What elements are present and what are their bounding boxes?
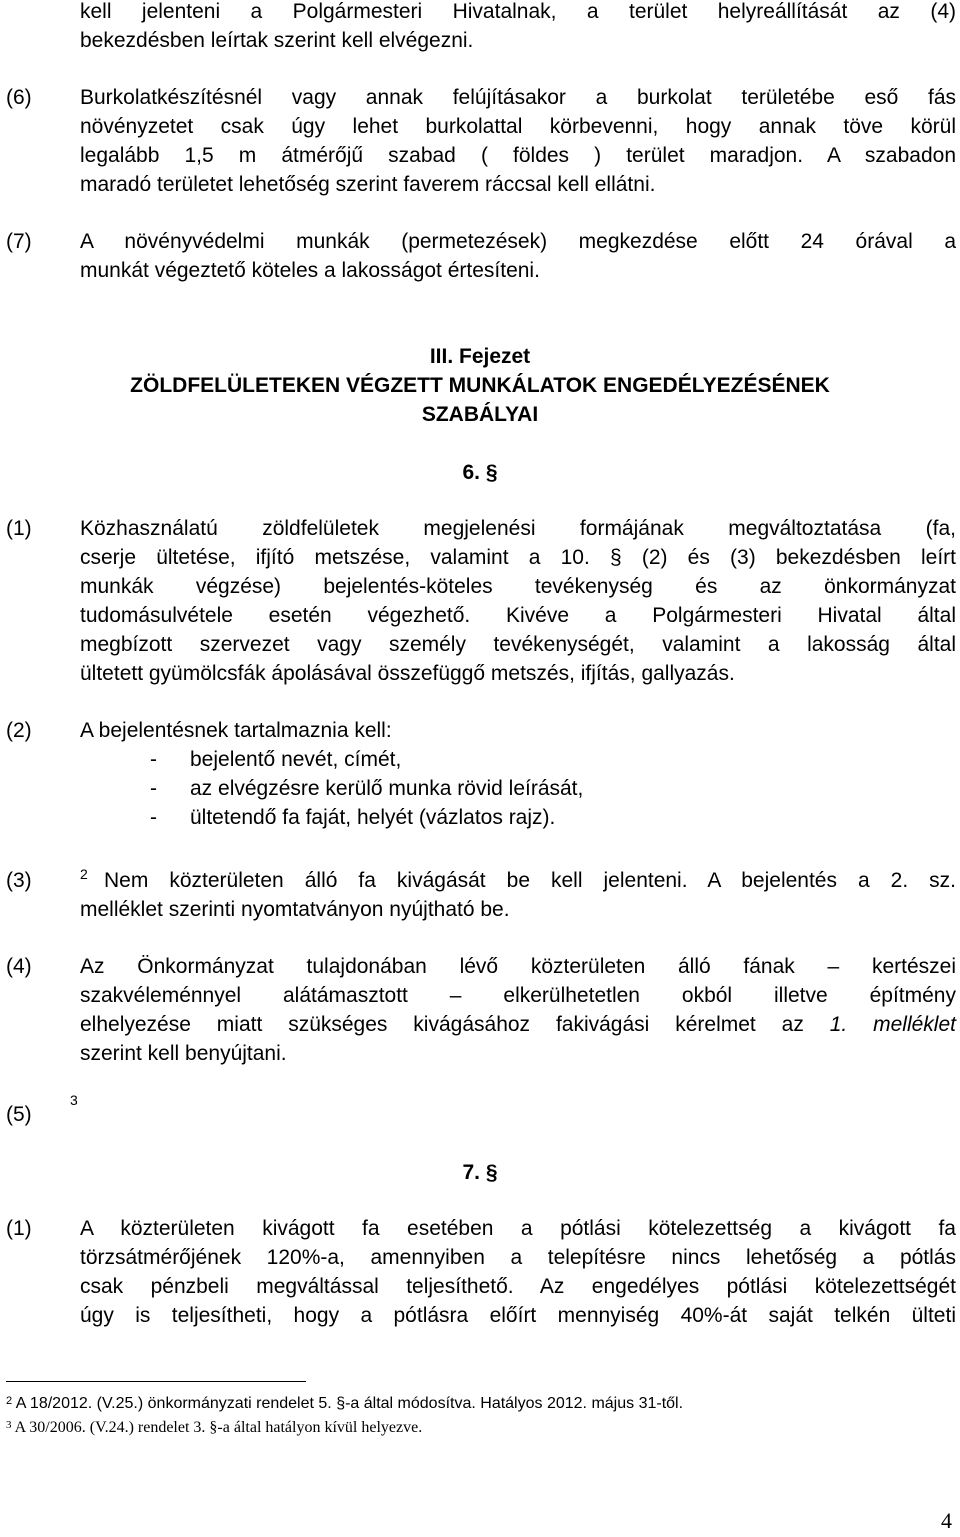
- paragraph-number: (1): [6, 1217, 32, 1240]
- p7-line-2: munkát végeztető köteles a lakosságot értesíteni.: [80, 259, 540, 282]
- paragraph-number: (3): [6, 869, 32, 892]
- annex-reference: 1. melléklet: [829, 1013, 956, 1036]
- section-6-heading: 6. §: [462, 461, 498, 484]
- s6p4-line-3-text: elhelyezése miatt szükséges kivágásához fakivágási kérelmet az: [80, 1013, 830, 1036]
- paragraph-number: (5): [6, 1103, 32, 1126]
- list-dash: -: [150, 806, 157, 829]
- s6p4-line-1: Az Önkormányzat tulajdonában lévő közterületen álló fának – kertészei: [80, 955, 956, 978]
- s6p1-line-2: cserje ültetése, ifjító metszése, valamint a 10. § (2) és (3) bekezdésben leírt: [80, 546, 956, 569]
- section-7-heading: 7. §: [462, 1161, 498, 1184]
- footnote-mark: 2: [6, 1395, 13, 1407]
- footnote-ref: 3: [70, 1092, 78, 1108]
- continuation-line-2: bekezdésben leírtak szerint kell elvégezni.: [80, 29, 474, 52]
- chapter-subtitle-line-2: SZABÁLYAI: [421, 403, 539, 426]
- footnote-text: A 30/2006. (V.24.) rendelet 3. §-a által hatályon kívül helyezve.: [14, 1419, 423, 1436]
- p6-line-2: növényzetet csak úgy lehet burkolattal körbevenni, hogy annak töve körül: [80, 115, 956, 138]
- footnote-3: [6, 1418, 422, 1438]
- s6p4-line-4: szerint kell benyújtani.: [80, 1042, 287, 1065]
- s6p1-line-1: Közhasználatú zöldfelületek megjelenési formájának megváltoztatása (fa,: [80, 517, 956, 540]
- s6p4-line-2: szakvéleménnyel alátámasztott – elkerülhetetlen okból illetve építmény: [80, 984, 956, 1007]
- chapter-subtitle-line-1: ZÖLDFELÜLETEKEN VÉGZETT MUNKÁLATOK ENGEDÉLYEZÉSÉNEK: [130, 374, 830, 397]
- s6p1-line-3: munkák végzése) bejelentés-köteles tevékenység és az önkormányzat: [80, 575, 956, 598]
- s6p4-line-3: [80, 1010, 956, 1039]
- p6-line-4: maradó területet lehetőség szerint faverem ráccsal kell ellátni.: [80, 173, 656, 196]
- footnote-ref: 2: [80, 866, 88, 882]
- list-dash: -: [150, 748, 157, 771]
- s6p2-intro: A bejelentésnek tartalmaznia kell:: [80, 719, 392, 742]
- footnote-text: A 18/2012. (V.25.) önkormányzati rendelet 5. §-a által módosítva. Hatályos 2012. május 31-től.: [15, 1395, 684, 1412]
- s6p1-line-6: ültetett gyümölcsfák ápolásával összefüggő metszés, ifjítás, gallyazás.: [80, 662, 735, 685]
- p6-line-3: legalább 1,5 m átmérőjű szabad ( földes ) terület maradjon. A szabadon: [80, 144, 956, 167]
- footnote-mark: 3: [6, 1419, 12, 1431]
- continuation-line-1: kell jelenteni a Polgármesteri Hivatalnak, a terület helyreállítását az (4): [80, 0, 956, 23]
- s7p1-line-2: törzsátmérőjének 120%-a, amennyiben a telepítésre nincs lehetőség a pótlás: [80, 1246, 956, 1269]
- page-number: 4: [941, 1508, 952, 1533]
- p7-line-1: A növényvédelmi munkák (permetezések) megkezdése előtt 24 órával a: [80, 230, 956, 253]
- s7p1-line-4: úgy is teljesítheti, hogy a pótlásra előírt mennyiség 40%-át saját telkén ülteti: [80, 1304, 956, 1327]
- chapter-title: III. Fejezet: [429, 345, 531, 368]
- s7p1-line-3: csak pénzbeli megváltással teljesíthető. Az engedélyes pótlási kötelezettségét: [80, 1275, 956, 1298]
- list-item: az elvégzésre kerülő munka rövid leírását,: [190, 777, 584, 800]
- list-item: ültetendő fa faját, helyét (vázlatos rajz).: [190, 806, 556, 829]
- s7p1-line-1: A közterületen kivágott fa esetében a pótlási kötelezettség a kivágott fa: [80, 1217, 956, 1240]
- paragraph-number: (1): [6, 517, 32, 540]
- footnote-separator: [6, 1381, 306, 1382]
- paragraph-number: (7): [6, 230, 32, 253]
- list-dash: -: [150, 777, 157, 800]
- paragraph-number: (2): [6, 719, 32, 742]
- s6p3-line-2: melléklet szerinti nyomtatványon nyújtható be.: [80, 898, 510, 921]
- paragraph-number: (6): [6, 86, 32, 109]
- s6p1-line-4: tudomásulvétele esetén végezhető. Kivéve a Polgármesteri Hivatal által: [80, 604, 956, 627]
- s6p1-line-5: megbízott szervezet vagy személy tevékenységét, valamint a lakosság által: [80, 633, 956, 656]
- s6p3-line-1: Nem közterületen álló fa kivágását be kell jelenteni. A bejelentés a 2. sz.: [104, 869, 956, 892]
- footnote-2: [6, 1394, 683, 1414]
- list-item: bejelentő nevét, címét,: [190, 748, 402, 771]
- p6-line-1: Burkolatkészítésnél vagy annak felújításakor a burkolat területébe eső fás: [80, 86, 956, 109]
- paragraph-number: (4): [6, 955, 32, 978]
